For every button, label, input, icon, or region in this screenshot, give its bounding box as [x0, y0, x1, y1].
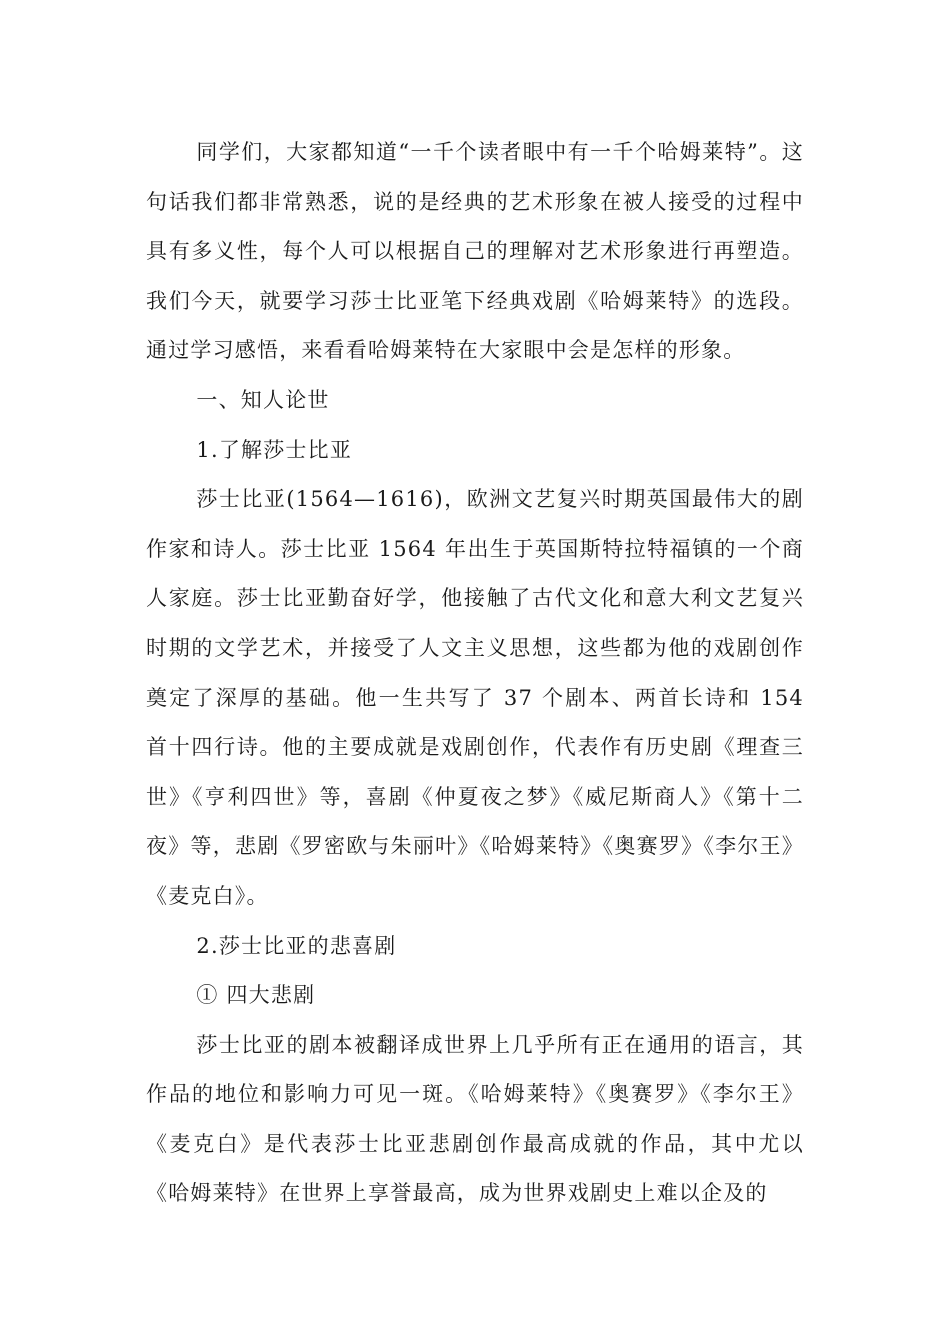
subsection-heading-2: 2.莎士比亚的悲喜剧	[196, 933, 397, 958]
subsection-heading-1: 1.了解莎士比亚	[196, 437, 353, 462]
intro-paragraph: 同学们，大家都知道“一千个读者眼中有一千个哈姆莱特”。这句话我们都非常熟悉，说的是经典的艺术形象在被人接受的过程中具有多义性，每个人可以根据自己的理解对艺术形象进行再塑造。我们今天，就要学习莎士比亚笔下经典戏剧《哈姆莱特》的选段。通过学习感悟，来看看哈姆莱特在大家眼中会是怎样的形象。	[146, 140, 804, 363]
subsection-heading-2-1: ① 四大悲剧	[196, 983, 316, 1008]
shakespeare-bio-paragraph: 莎士比亚(1564—1616)，欧洲文艺复兴时期英国最伟大的剧作家和诗人。莎士比亚 1564 年出生于英国斯特拉特福镇的一个商人家庭。莎士比亚勤奋好学，他接触了古代文化和意大利文艺复兴时期的文学艺术，并接受了人文主义思想，这些都为他的戏剧创作奠定了深厚的基础。他一生共写了 37 个剧本、两首长诗和 154 首十四行诗。他的主要成就是戏剧创作，代表作有历史剧《理查三世》《亨利四世》等，喜剧《仲夏夜之梦》《威尼斯商人》《第十二夜》等，悲剧《罗密欧与朱丽叶》《哈姆莱特》《奥赛罗》《李尔王》《麦克白》。	[146, 487, 804, 908]
section-heading-1: 一、知人论世	[196, 387, 330, 412]
document-body	[146, 128, 804, 1219]
tragedies-paragraph: 莎士比亚的剧本被翻译成世界上几乎所有正在通用的语言，其作品的地位和影响力可见一斑。《哈姆莱特》《奥赛罗》《李尔王》《麦克白》是代表莎士比亚悲剧创作最高成就的作品，其中尤以《哈姆莱特》在世界上享誉最高，成为世界戏剧史上难以企及的	[146, 1032, 804, 1206]
